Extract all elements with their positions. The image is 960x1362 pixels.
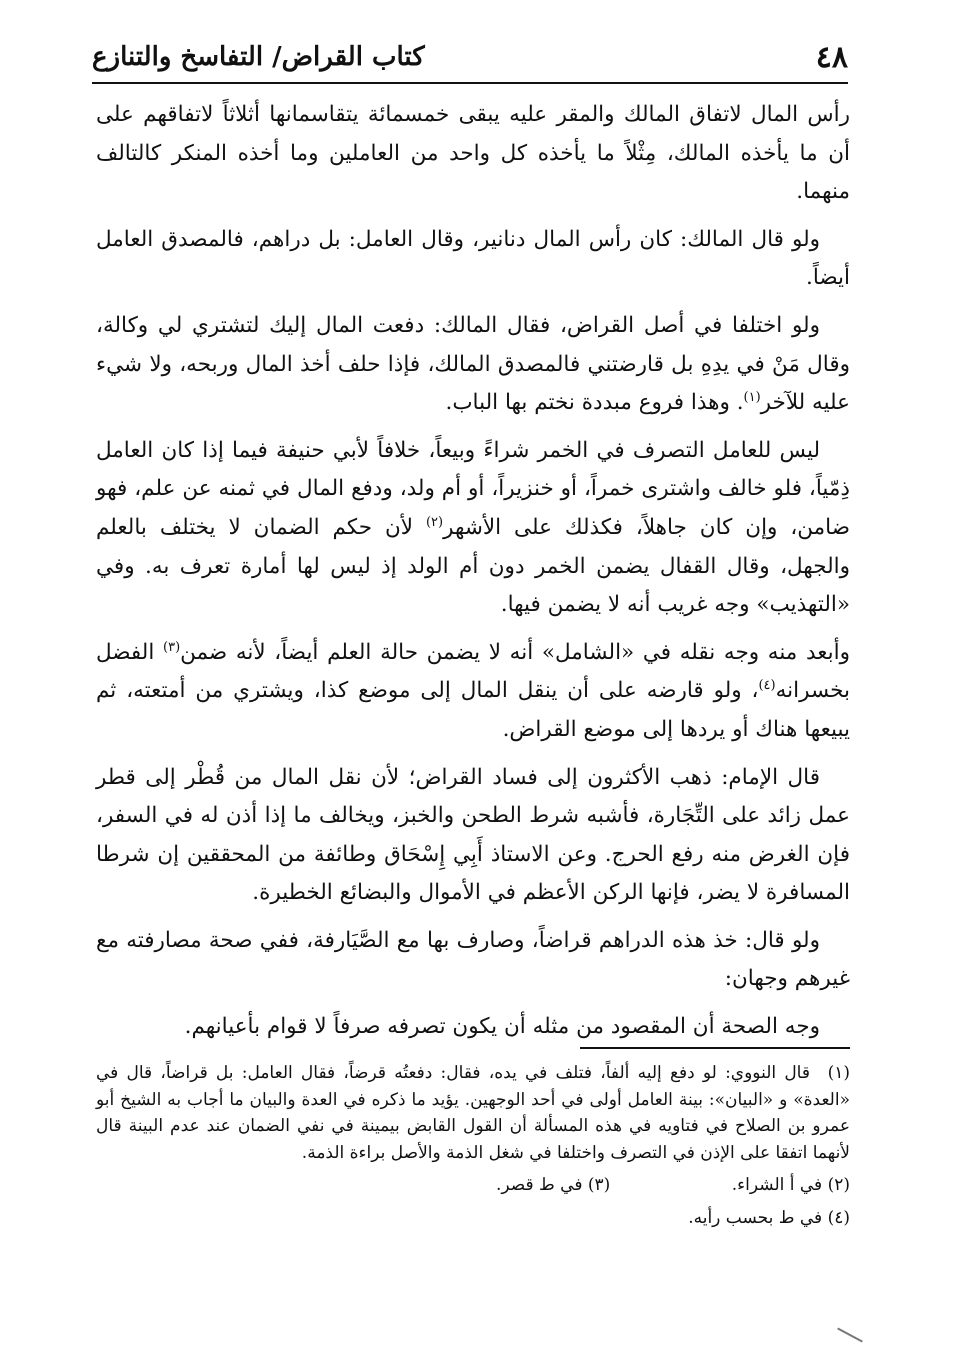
footnote-row-2-3 <box>96 1172 850 1199</box>
paragraph-8: وجه الصحة أن المقصود من مثله أن يكون تصرفه صرفاً لا قوام بأعيانهم. <box>184 1014 820 1040</box>
footnote-ref-4[interactable]: (٤) <box>758 678 776 694</box>
footnotes <box>96 1060 850 1237</box>
footnote-1-text: قال النووي: لو دفع إليه ألفاً، فتلف في يده، فقال: دفعتُه قرضاً، فقال العامل: بل قراضاً، قال في «العدة» و «البيان»: بينة العامل أولى في أحد الوجهين. يؤيد ما ذكره في العدة والبيان ما أجاب به الشيخ أبو عمرو بن الصلاح في فتاويه في هذه المسألة أن القول القابض بيمينة في نفي الضمان عند عدم البينة قال لأنهما اتفقا على الإذن في التصرف واختلفا في شغل الذمة والأصل براءة الذمة. <box>96 1063 850 1163</box>
paragraph-3-text-a: ولو اختلفا في أصل القراض، فقال المالك: دفعت المال إليك لتشتري لي وكالة، وقال مَنْ في يدِهِ بل قارضتني فالمصدق المالك، فإذا حلف أخذ المال وربحه، ولا شيء عليه للآخر <box>96 312 850 416</box>
footnote-ref-1[interactable]: (١) <box>743 390 761 405</box>
paragraph-5-text-a: وأبعد منه وجه نقله في «الشامل» أنه لا يضمن حالة العلم أيضاً، لأنه ضمن <box>180 639 850 665</box>
footnote-4: (٤) في ط بحسب رأيه. <box>688 1207 850 1228</box>
paragraph-7: ولو قال: خذ هذه الدراهم قراضاً، وصارف بها مع الصَّيَارفة، ففي صحة مصارفته مع غيرهم وجهان: <box>96 927 850 992</box>
paragraph-5-text-b: الفضل بخسرانه <box>96 639 850 704</box>
paragraph-3 <box>96 307 850 423</box>
footnote-ref-3[interactable]: (٣) <box>163 639 181 655</box>
footnote-ref-2[interactable]: (٢) <box>425 514 444 530</box>
running-header <box>92 34 848 84</box>
paragraph-4 <box>96 432 850 625</box>
footnote-divider <box>580 1047 850 1049</box>
paragraph-3-text-b: . وهذا فروع مبددة نختم بها الباب. <box>445 390 744 416</box>
paragraph-2: ولو قال المالك: كان رأس المال دنانير، وقال العامل: بل دراهم، فالمصدق العامل أيضاً. <box>96 226 850 291</box>
paragraph-5-text-c: ، ولو قارضه على أن ينقل المال إلى موضع كذا، ويشتري من أمتعته، ثم يبيعها هناك أو يردها إلى موضع القراض. <box>96 678 850 742</box>
paragraph-4-text-b: لأن حكم الضمان لا يختلف بالعلم والجهل، وقال القفال يضمن الخمر دون أم الولد إذ ليس لها أمارة تعرف به. وفي «التهذيب» وجه غريب أنه لا يضمن فيها. <box>96 514 850 618</box>
footnote-2: (٢) في أ الشراء. <box>731 1175 850 1195</box>
scan-mark <box>837 1328 863 1343</box>
footnote-1 <box>96 1060 850 1166</box>
paragraph-6: قال الإمام: ذهب الأكثرون إلى فساد القراض؛ لأن نقل المال من قُطْر إلى قطر عمل زائد على التِّجَارة، فأشبه شرط الطحن والخبز، ويخالف ما إذا أذن له في السفر، فإن الغرض منه رفع الحرج. وعن الاستاذ أَبِي إِسْحَاق وطائفة من المحققين إن شرطا المسافرة لا يضر، فإنها الركن الأعظم في الأموال والبضائع الخطيرة. <box>96 764 850 906</box>
paragraph-4-text-a: ليس للعامل التصرف في الخمر شراءً وبيعاً، خلافاً لأبي حنيفة فيما إذا كان العامل ذِمّياً، فلو خالف واشترى خمراً، أو خنزيراً، أو أم ولد، ودفع المال في ثمنه عن علم، فهو ضامن، وإن كان جاهلاً، فكذلك على الأشهر <box>96 437 850 540</box>
paragraph-5 <box>96 634 850 750</box>
paragraph-1: رأس المال لاتفاق المالك والمقر عليه يبقى خمسمائة يتقاسمانها أثلاثاً لاتفاقهم على أن ما يأخذه المالك، مِثْلاً ما يأخذه كل واحد من العاملين وما أخذه المنكر كالتالف منهما. <box>96 102 850 205</box>
page-number: ٤٨ <box>815 40 848 75</box>
footnote-3: (٣) في ط قصر. <box>496 1175 611 1195</box>
main-text <box>96 96 850 1056</box>
running-title: كتاب القراض/ التفاسخ والتنازع <box>92 42 425 72</box>
footnote-1-number: (١) <box>827 1063 850 1083</box>
